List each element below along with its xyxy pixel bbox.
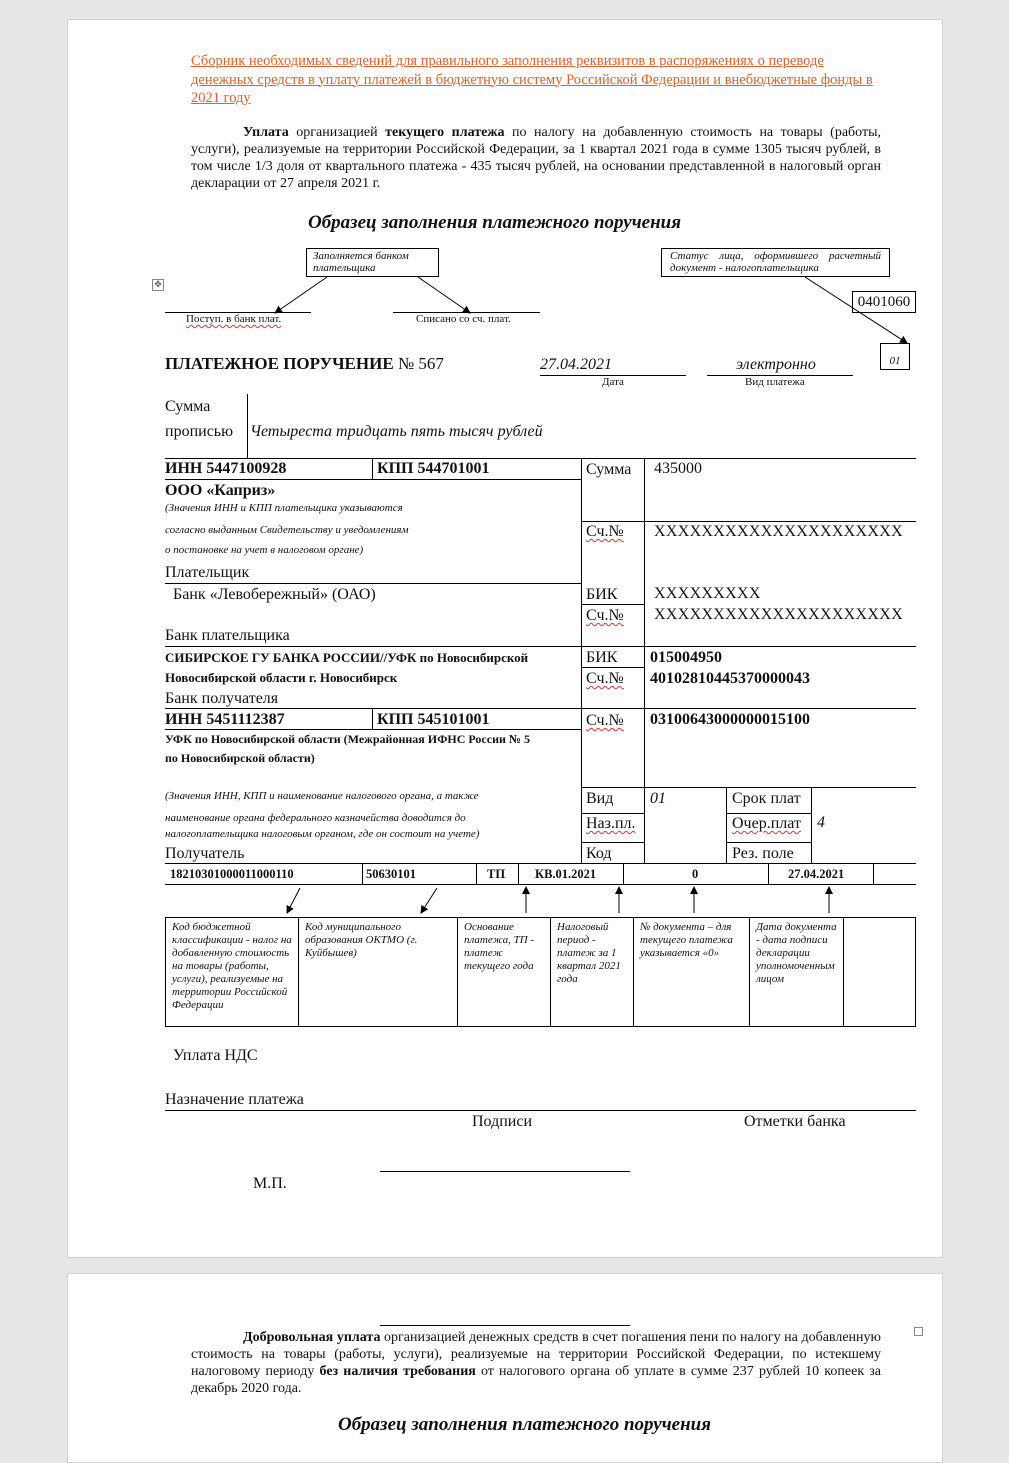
recipient-bank-label: Банк получателя <box>165 690 279 707</box>
kbk-value: 18210301000011000110 <box>170 867 294 881</box>
doc-date-value: 27.04.2021 <box>788 867 845 881</box>
srok-label: Срок плат <box>732 790 801 807</box>
oktmo-value: 50630101 <box>366 867 416 881</box>
vid-label: Вид <box>586 790 614 807</box>
intro-text-2: по налогу на добавленную стоимость на товары (работы, услуги), реализуемые на территории Российской Федерации, за 1 квартал 2021 года в сумме 1305 тысяч рублей, в том числе 1/3 доля от квартального платежа - 435 тысяч рублей, на основании представленной в налоговый орган декларации от 27 апреля 2021 г. <box>191 125 882 191</box>
form-number: № 567 <box>397 354 444 373</box>
sum-label: Сумма <box>586 461 632 478</box>
basis-value: ТП <box>487 867 506 881</box>
page2-text-1: организацией денежных средств в счет погашения пени по налогу на добавленную стоимость на товары (работы, услуги), реализуемые на территории Российской Федерации, по истекшему налоговому периоду <box>191 1330 881 1379</box>
intro-bold-1: Уплата <box>243 125 289 140</box>
recipient-note-3: налогоплательщика налоговым органом, где он состоит на учете) <box>165 828 480 840</box>
legend-oktmo: Код муниципального образования ОКТМО (г. Куйбышев) <box>299 918 458 1026</box>
legend-doc-no: № документа – для текущего платежа указывается «0» <box>634 918 750 1026</box>
status-callout: Статус лица, оформившего расчетный документ - налогоплательщика <box>661 248 890 277</box>
recipient-account: 03100643000000015100 <box>650 711 810 728</box>
intro-bold-2: текущего платежа <box>385 125 505 140</box>
recipient-name-2: по Новосибирской области) <box>165 751 315 765</box>
purpose-label: Назначение платежа <box>165 1091 304 1108</box>
payer-bank-label: Банк плательщика <box>165 627 290 644</box>
page2-bold-2: без наличия требования <box>319 1364 476 1379</box>
doc-no-value: 0 <box>692 867 699 881</box>
rez-label: Рез. поле <box>732 845 794 862</box>
recipient-bank-1: СИБИРСКОЕ ГУ БАНКА РОССИИ//УФК по Новосибирской <box>165 650 529 665</box>
table-move-handle-icon[interactable]: ✥ <box>152 279 164 291</box>
payer-note-1: (Значения ИНН и КПП плательщика указываются <box>165 502 403 514</box>
payer-name: ООО «Каприз» <box>165 482 276 499</box>
collection-link[interactable]: Сборник необходимых сведений для правильного заполнения реквизитов в распоряжениях о переводе денежных средств в уплату платежей в бюджетную систему Российской Федерации и внебюджетные фонды в 2021 году <box>191 53 873 106</box>
purpose-text: Уплата НДС <box>173 1047 258 1064</box>
status-code-box: 01 <box>880 343 910 370</box>
signatures-label: Подписи <box>472 1113 533 1130</box>
payer-account: XXXXXXXXXXXXXXXXXXXXX <box>654 523 903 540</box>
payer-note-2: согласно выданным Свидетельству и уведомлениям <box>165 524 409 536</box>
legend-table <box>165 917 916 1027</box>
legend-period: Налоговый период - платеж за 1 квартал 2021 года <box>551 918 634 1026</box>
payer-bank-bik-label: БИК <box>586 586 618 603</box>
ocher-label: Очер.плат <box>732 815 801 832</box>
sum-value: 435000 <box>654 460 702 477</box>
payer-bank-bik: XXXXXXXXX <box>654 585 761 602</box>
paragraph-marker-icon <box>914 1327 923 1336</box>
period-value: КВ.01.2021 <box>535 867 597 881</box>
kod-label: Код <box>586 845 612 862</box>
intro-text-1: организацией <box>288 125 386 140</box>
legend-basis: Основание платежа, ТП - платеж текущего года <box>458 918 551 1026</box>
recipient-account-label: Сч.№ <box>586 712 624 729</box>
page2-paragraph <box>191 1329 881 1397</box>
recipient-name-1: УФК по Новосибирской области (Межрайонная ИФНС России № 5 <box>165 732 530 746</box>
payer-bank-account: XXXXXXXXXXXXXXXXXXXXX <box>654 606 903 623</box>
sum-words-label-1: Сумма <box>165 398 211 415</box>
legend-kbk: Код бюджетной классификации - налог на добавленную стоимость на товары (работы, услуги), реализуемые на территории Российской Федерации <box>166 918 299 1026</box>
recipient-kpp: КПП 545101001 <box>377 711 490 728</box>
bank-fills-callout: Заполняется банком плательщика <box>306 248 439 277</box>
recipient-bank-bik: 015004950 <box>650 649 722 666</box>
pay-type-value: электронно <box>736 356 816 373</box>
page2-bold-1: Добровольная уплата <box>243 1330 381 1345</box>
naz-label: Наз.пл. <box>586 815 636 832</box>
payer-inn: ИНН 5447100928 <box>165 460 287 477</box>
legend-doc-date: Дата документа - дата подписи декларации уполномоченным лицом <box>750 918 844 1026</box>
payer-bank-name: Банк «Левобережный» (ОАО) <box>173 586 376 603</box>
sum-words-value: Четыреста тридцать пять тысяч рублей <box>250 423 543 440</box>
recipient-bank-account: 40102810445370000043 <box>650 670 810 687</box>
vid-value: 01 <box>650 790 666 807</box>
recipient-bank-bik-label: БИК <box>586 649 618 666</box>
bank-marks-label: Отметки банка <box>744 1113 846 1130</box>
legend-empty <box>844 918 915 1026</box>
recipient-label: Получатель <box>165 845 245 862</box>
payer-bank-account-label: Сч.№ <box>586 607 624 624</box>
form-title: ПЛАТЕЖНОЕ ПОРУЧЕНИЕ № 567 <box>165 354 444 373</box>
recipient-note-1: (Значения ИНН, КПП и наименование налогового органа, а также <box>165 790 479 802</box>
date-label: Дата <box>602 376 624 388</box>
recipient-bank-2: Новосибирской области г. Новосибирск <box>165 670 398 685</box>
form-code-box: 0401060 <box>852 291 916 313</box>
recipient-bank-account-label: Сч.№ <box>586 670 624 687</box>
payer-label: Плательщик <box>165 564 250 581</box>
recipient-inn: ИНН 5451112387 <box>165 711 285 728</box>
pay-type-label: Вид платежа <box>745 376 805 388</box>
sum-words-label-2: прописью <box>165 423 234 440</box>
payer-account-label: Сч.№ <box>586 523 624 540</box>
received-label: Поступ. в банк плат. <box>186 313 282 325</box>
stamp-label: М.П. <box>253 1175 287 1192</box>
debited-label: Списано со сч. плат. <box>416 313 511 325</box>
payer-kpp: КПП 544701001 <box>377 460 490 477</box>
ocher-value: 4 <box>817 814 825 831</box>
date-value: 27.04.2021 <box>540 356 612 373</box>
page2-heading: Образец заполнения платежного поручения <box>337 1414 712 1435</box>
sample-heading: Образец заполнения платежного поручения <box>307 212 682 233</box>
page2-text-2: от налогового органа об уплате в сумме 237 рублей 10 копеек за декабрь 2020 года. <box>191 1364 881 1396</box>
recipient-note-2: наименование органа федерального казначейства доводится до <box>165 812 466 824</box>
payer-note-3: о постановке на учет в налоговом органе) <box>165 544 364 556</box>
